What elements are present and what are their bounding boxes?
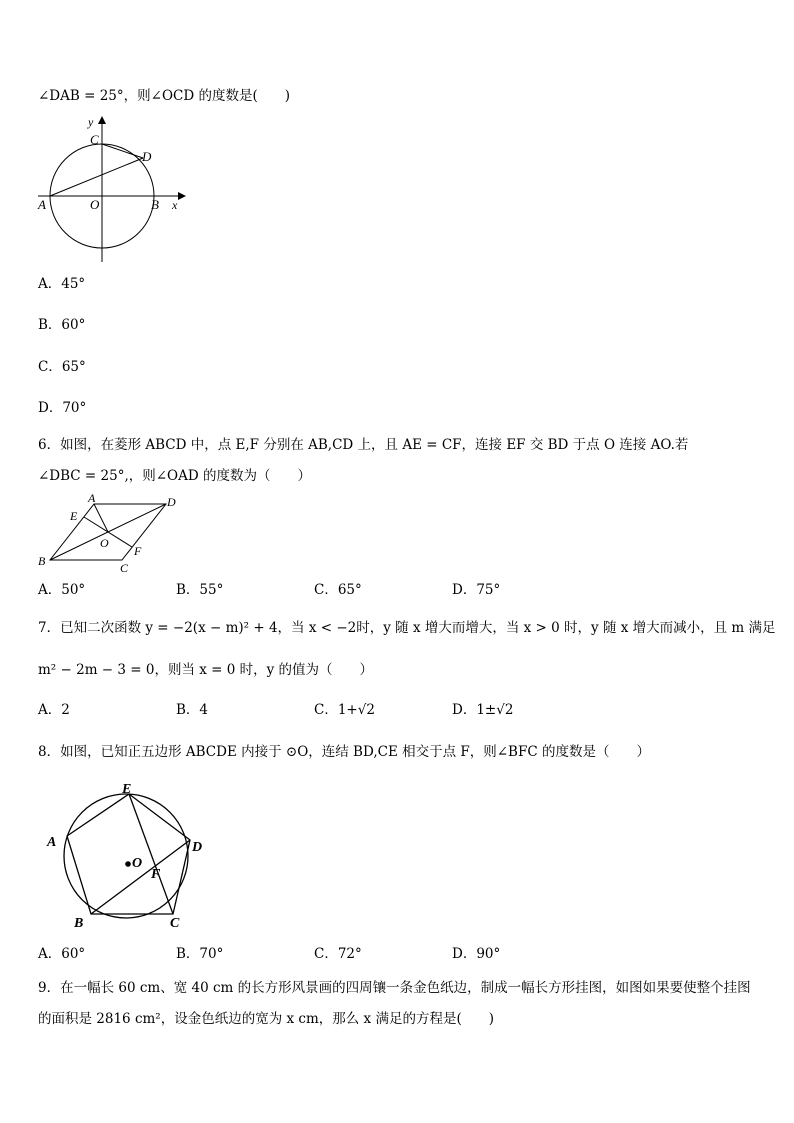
q5-option-c: C．65° <box>38 359 86 375</box>
q6-stem-line1: 6．如图，在菱形 ABCD 中，点 E,F 分别在 AB,CD 上，且 AE = CF，连接 EF 交 BD 于点 O 连接 AO.若 <box>38 437 689 453</box>
q6-label-f: F <box>134 544 142 558</box>
q6-figure-rhombus <box>36 490 186 580</box>
q6-label-a: A <box>88 491 96 505</box>
q7-option-d: D．1±√2 <box>452 702 514 718</box>
q8-label-a: A <box>47 835 57 850</box>
q5-option-b: B．60° <box>38 317 86 333</box>
q8-label-e: E <box>122 782 132 797</box>
q6-stem-line2: ∠DBC = 25°,，则∠OAD 的度数为（ ） <box>38 468 311 484</box>
q5-label-o: O <box>90 197 100 212</box>
q5-stem-tail: ∠DAB = 25°，则∠OCD 的度数是( ) <box>38 88 290 104</box>
q7-option-c: C．1+√2 <box>314 702 375 718</box>
q8-option-a: A．60° <box>38 946 86 962</box>
q6-option-a: A．50° <box>38 582 86 598</box>
q7-option-b: B．4 <box>176 702 209 718</box>
q9-stem-line2: 的面积是 2816 cm²，设金色纸边的宽为 x cm，那么 x 满足的方程是( ) <box>38 1011 494 1027</box>
q8-option-b: B．70° <box>176 946 224 962</box>
q6-label-c: C <box>120 561 129 575</box>
q6-option-d: D．75° <box>452 582 501 598</box>
q7-stem-line1: 7．已知二次函数 y = −2(x − m)² + 4，当 x < −2时，y 随 x 增大而增大，当 x > 0 时，y 随 x 增大而减小，且 m 满足 <box>38 620 776 636</box>
q6-label-e: E <box>70 509 78 523</box>
q6-label-o: O <box>100 536 109 550</box>
q6-option-b: B．55° <box>176 582 224 598</box>
q6-label-d: D <box>167 495 176 509</box>
q9-stem-line1: 9．在一幅长 60 cm、宽 40 cm 的长方形风景画的四周镶一条金色纸边，制成一幅长方形挂图，如图如果要使整个挂图 <box>38 980 751 996</box>
q8-label-d: D <box>192 840 203 855</box>
q5-option-a: A．45° <box>38 276 86 292</box>
q8-label-b: B <box>74 916 84 931</box>
q5-label-b: B <box>151 197 159 212</box>
q7-option-a: A．2 <box>38 702 70 718</box>
q6-option-c: C．65° <box>314 582 362 598</box>
q8-label-o: O <box>132 856 143 871</box>
q8-label-c: C <box>170 916 180 931</box>
q5-label-x: x <box>172 198 178 212</box>
q8-option-d: D．90° <box>452 946 501 962</box>
q6-label-b: B <box>38 554 46 568</box>
q8-figure-pentagon-in-circle <box>40 780 220 930</box>
q8-stem-line1: 8．如图，已知正五边形 ABCDE 内接于 ⊙O，连结 BD,CE 相交于点 F，则∠BFC 的度数是（ ） <box>38 744 650 760</box>
q8-option-c: C．72° <box>314 946 362 962</box>
q8-label-f: F <box>151 867 161 882</box>
q7-stem-line2: m² − 2m − 3 = 0，则当 x = 0 时，y 的值为（ ） <box>38 662 374 678</box>
q5-label-c: C <box>90 132 99 147</box>
q5-label-a: A <box>38 197 46 212</box>
q5-label-d: D <box>142 149 152 164</box>
q5-option-d: D．70° <box>38 400 87 416</box>
q5-label-y: y <box>88 115 94 129</box>
q5-figure-circle-axes <box>30 112 190 272</box>
